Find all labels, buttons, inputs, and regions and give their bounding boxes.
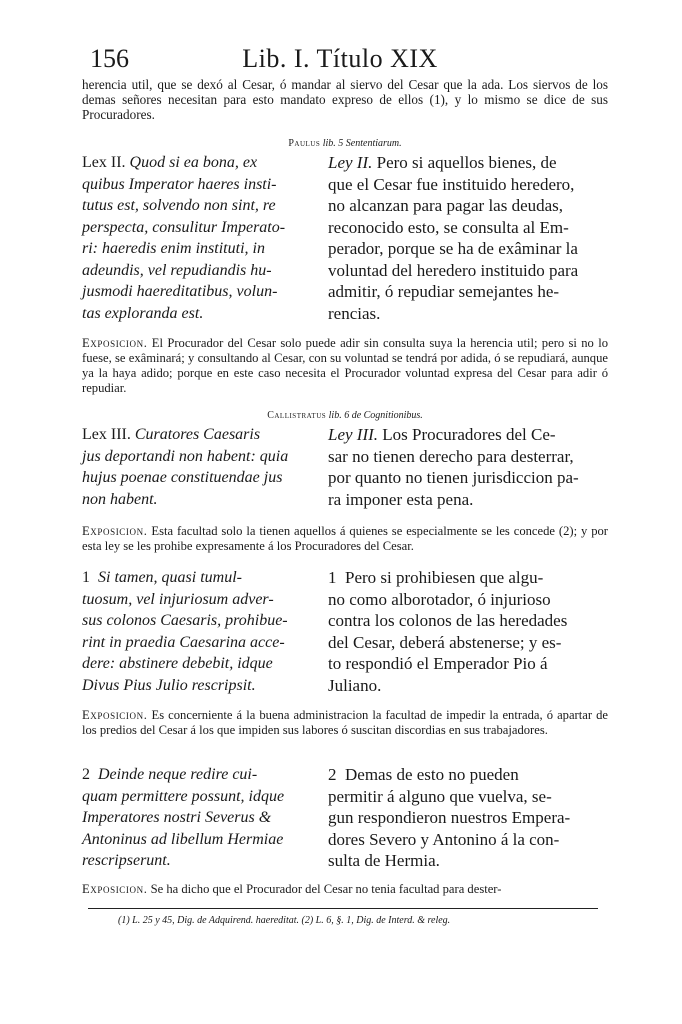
- spanish-text: [328, 424, 608, 510]
- running-head: Lib. I. Título XIX: [242, 44, 438, 73]
- intro-paragraph: herencia util, que se dexó al Cesar, ó mandar al siervo del Cesar que la ada. Los siervos de los demas señores necesitan para esto mandato expreso de ellos (1), y lo mismo se dice de sus Procuradores.: [82, 77, 608, 122]
- spanish-line: que el Cesar fue instituido heredero,: [328, 174, 575, 194]
- latin-line: quam permittere possunt, idque: [82, 787, 285, 805]
- exposition-label: Exposicion.: [82, 524, 148, 538]
- law-section-lex-3: [82, 424, 608, 514]
- spanish-line: no como alborotador, ó injurioso: [328, 589, 551, 609]
- attribution-callistratus: [82, 410, 608, 422]
- spanish-line: voluntad del heredero instituido para: [328, 260, 579, 280]
- latin-line: rescripserunt.: [82, 852, 171, 869]
- spanish-line: no alcanzan para pagar las deudas,: [328, 196, 564, 215]
- spanish-line: Ley II. Pero si aquellos bienes, de: [328, 153, 557, 172]
- spanish-line: del Cesar, deberá abstenerse; y es-: [328, 632, 562, 652]
- latin-line: 2 Deinde neque redire cui-: [82, 766, 258, 783]
- spanish-lead: 1: [328, 568, 337, 587]
- latin-line: Imperatores nostri Severus &: [82, 809, 272, 826]
- latin-lead: Lex III.: [82, 426, 131, 443]
- spanish-line: 1 Pero si prohibiesen que algu-: [328, 568, 544, 587]
- latin-lead: 2: [82, 766, 90, 783]
- page-header: [90, 44, 590, 74]
- latin-line: tas exploranda est.: [82, 304, 204, 322]
- latin-line: tuosum, vel injuriosum adver-: [82, 590, 274, 608]
- law-section-lex-2: [82, 152, 608, 328]
- exposition-label: Exposicion.: [82, 708, 148, 722]
- spanish-line: gun respondieron nuestros Empera-: [328, 808, 571, 827]
- latin-line: ri: haeredis enim instituti, in: [82, 240, 265, 257]
- spanish-text: [328, 567, 608, 696]
- exposition-text: Es concerniente á la buena administracion la facultad de impedir la entrada, ó apartar de los predios del Cesar á los que impiden sus labores ó suscitan discordias en sus trabajadores.: [82, 708, 608, 737]
- latin-line: jusmodi haereditatibus, volun-: [82, 283, 278, 300]
- exposition-lex-2: [82, 336, 608, 396]
- law-section-par-1: [82, 567, 608, 699]
- spanish-line: permitir á alguno que vuelva, se-: [328, 786, 552, 806]
- spanish-line: por quanto no tienen jurisdiccion pa-: [328, 468, 579, 487]
- latin-line: Antoninus ad libellum Hermiae: [82, 830, 284, 848]
- spanish-line: contra los colonos de las heredades: [328, 611, 568, 630]
- latin-line: perspecta, consulitur Imperato-: [82, 218, 286, 236]
- spanish-lead: 2: [328, 765, 337, 784]
- attribution-paulus: [82, 138, 608, 150]
- latin-line: adeundis, vel repudiandis hu-: [82, 261, 272, 279]
- spanish-text: [328, 764, 608, 872]
- exposition-label: Exposicion.: [82, 882, 148, 896]
- exposition-par-2: [82, 882, 608, 897]
- attribution-author: Paulus: [288, 138, 321, 149]
- spanish-line: sar no tienen derecho para desterrar,: [328, 446, 574, 466]
- latin-lead: Lex II.: [82, 154, 126, 171]
- exposition-par-1: [82, 708, 608, 738]
- latin-line: Lex III. Curatores Caesaris: [82, 426, 261, 443]
- spanish-line: rencias.: [328, 303, 381, 323]
- spanish-line: to respondió el Emperador Pio á: [328, 654, 548, 673]
- spanish-line: perador, porque se ha de exâminar la: [328, 239, 578, 258]
- exposition-text: Esta facultad solo la tienen aquellos á quienes se especialmente se les concede (2); y por esta ley se les prohibe expresamente á los Procuradores del Cesar.: [82, 524, 608, 553]
- footnote-rule: [88, 908, 598, 909]
- page-number: 156: [90, 44, 129, 73]
- spanish-line: admitir, ó repudiar semejantes he-: [328, 282, 560, 301]
- latin-line: rint in praedia Caesarina acce-: [82, 633, 285, 651]
- footnotes: (1) L. 25 y 45, Dig. de Adquirend. haereditat. (2) L. 6, §. 1, Dig. de Interd. & releg.: [118, 915, 451, 926]
- spanish-line: reconocido esto, se consulta al Em-: [328, 217, 569, 237]
- latin-line: quibus Imperator haeres insti-: [82, 175, 277, 193]
- spanish-lead: Ley III.: [328, 425, 379, 444]
- latin-line: jus deportandi non habent: quia: [82, 447, 289, 465]
- spanish-text: [328, 152, 608, 324]
- spanish-lead: Ley II.: [328, 153, 373, 172]
- spanish-line: ra imponer esta pena.: [328, 489, 474, 509]
- latin-line: hujus poenae constituendae jus: [82, 469, 283, 486]
- spanish-line: 2 Demas de esto no pueden: [328, 765, 519, 784]
- latin-line: tutus est, solvendo non sint, re: [82, 197, 276, 214]
- latin-lead: 1: [82, 569, 90, 586]
- latin-text: [82, 567, 320, 696]
- latin-text: [82, 152, 320, 324]
- spanish-line: Juliano.: [328, 675, 382, 695]
- spanish-line: Ley III. Los Procuradores del Ce-: [328, 425, 556, 444]
- latin-line: sus colonos Caesaris, prohibue-: [82, 612, 288, 629]
- attribution-author: Callistratus: [267, 410, 327, 421]
- exposition-lex-3: [82, 524, 608, 554]
- exposition-text: El Procurador del Cesar solo puede adir sin consulta suya la herencia util; pero si no lo fuese, se exâminará; y consultando al Cesar, con su voluntad se tendrá por adida, ó se repudiará, aunque ya la haya adido; porque en este caso necesita el Procurador voluntad expresa del Cesar para adir ó repudiar.: [82, 336, 608, 395]
- latin-text: [82, 764, 320, 872]
- latin-text: [82, 424, 320, 510]
- spanish-line: dores Severo y Antonino á la con-: [328, 829, 560, 849]
- exposition-text: Se ha dicho que el Procurador del Cesar no tenia facultad para dester-: [150, 882, 502, 896]
- latin-line: Divus Pius Julio rescripsit.: [82, 676, 256, 694]
- spanish-line: sulta de Hermia.: [328, 851, 440, 870]
- latin-line: 1 Si tamen, quasi tumul-: [82, 569, 242, 586]
- attribution-work: lib. 5 Sententiarum.: [322, 138, 402, 149]
- latin-line: dere: abstinere debebit, idque: [82, 655, 273, 672]
- law-section-par-2: [82, 764, 608, 874]
- latin-line: non habent.: [82, 490, 158, 508]
- attribution-work: lib. 6 de Cognitionibus.: [328, 410, 423, 421]
- exposition-label: Exposicion.: [82, 336, 148, 350]
- latin-line: Lex II. Quod si ea bona, ex: [82, 154, 258, 171]
